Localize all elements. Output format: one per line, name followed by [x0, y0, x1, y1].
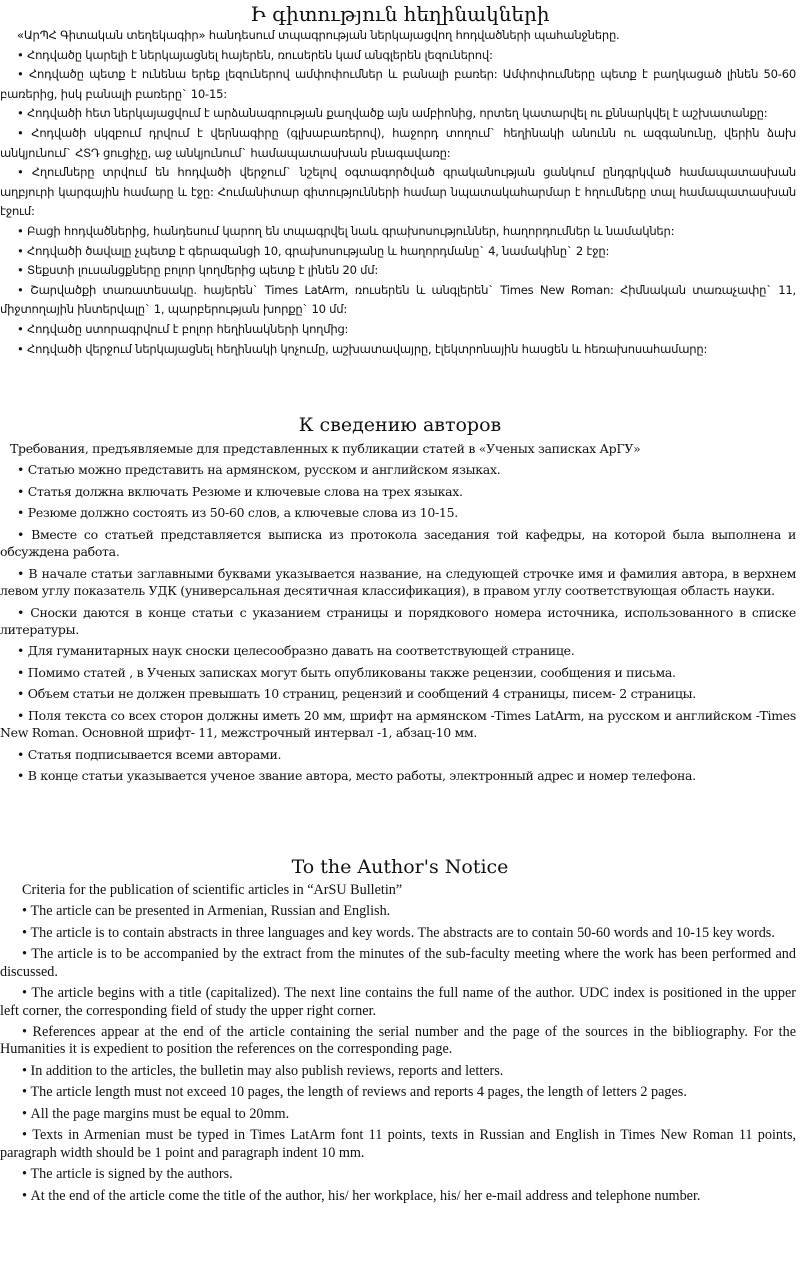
- bullet-icon: [17, 67, 29, 81]
- armenian-intro: «ԱրՊՀ Գիտական տեղեկագիր» հանդեսում տպագրության ներկայացվող հոդվածների պահանջները.: [17, 28, 620, 42]
- english-item-text: The article is signed by the authors.: [30, 1166, 233, 1183]
- bullet-icon: [17, 484, 28, 499]
- armenian-item-text: Բացի հոդվածներից, հանդեսում կարող են տպագրվել նաև գրախոսություններ, հաղորդումներ և նամակներ:: [27, 223, 675, 238]
- english-item: [0, 1024, 800, 1059]
- armenian-item-text: Հոդվածը կարելի է ներկայացնել հայերեն, ռուսերեն կամ անգլերեն լեզուներով:: [27, 47, 493, 62]
- english-item-text: The article length must not exceed 10 pages, the length of reviews and reports 4 pages, the length of letters 2 pages.: [30, 1084, 687, 1101]
- russian-item-text: Резюме должно состоять из 50-60 слов, а ключевые слова из 10-15.: [27, 505, 458, 521]
- bullet-icon: [22, 925, 31, 941]
- russian-item: [0, 642, 800, 659]
- bullet-icon: [17, 505, 28, 520]
- armenian-item: [0, 242, 800, 262]
- english-item: [0, 1188, 800, 1205]
- russian-item: [0, 664, 800, 681]
- bullet-icon: [17, 686, 28, 701]
- bullet-icon: [17, 263, 27, 277]
- russian-item: [0, 746, 800, 763]
- armenian-item-text: Շարվածքի տառատեսակը. հայերեն` Times LatArm, ռուսերեն և անգլերեն` Times New Roman: Հիմնական տառաչափը` 11, միջտողային ինտերվալը` 1, պարբերության խորքը` 10 մմ:: [0, 282, 796, 317]
- bullet-icon: [22, 946, 31, 962]
- russian-item-text: Статью можно представить на армянском, русском и английском языках.: [27, 462, 501, 478]
- russian-intro: Требования, предъявляемые для представленных к публикации статей в «Ученых записках АрГУ»: [10, 441, 641, 456]
- russian-item-text: В конце статьи указывается ученое звание автора, место работы, электронный адрес и номер телефона.: [27, 768, 696, 783]
- bullet-icon: [17, 224, 27, 238]
- bullet-icon: [17, 322, 27, 336]
- russian-item: [0, 604, 800, 639]
- russian-notice-section: [0, 410, 800, 788]
- bullet-icon: [17, 665, 28, 680]
- bullet-icon: [17, 48, 27, 62]
- english-item-text: At the end of the article come the title of the author, his/ her workplace, his/ her e-mail address and telephone number.: [30, 1187, 701, 1204]
- armenian-item: [0, 340, 800, 360]
- armenian-item-text: Հղումները տրվում են հոդվածի վերջում` նշելով օգտագործված գրականության ցանկում ընդգրկված համապատասխան աղբյուրի կարգային համարը և էջը: Հումանիտար գիտությունների համար նպատակահարմար է հղումները տալ համապատասխան էջում:: [0, 165, 796, 219]
- russian-item: [0, 707, 800, 742]
- armenian-item-text: Հոդվածը ստորագրվում է բոլոր հեղինակների կողմից:: [27, 321, 349, 336]
- armenian-item: [0, 104, 800, 124]
- russian-item: [0, 483, 800, 500]
- armenian-notice-section: [0, 2, 800, 359]
- russian-item-text: Поля текста со всех сторон должны иметь 20 мм, шрифт на армянском -Times LatArm, на русском и английском -Times New Roman. Основной шрифт- 11, межстрочный интервал -1, абзац-10 мм.: [0, 707, 796, 741]
- english-item: [0, 1166, 800, 1183]
- bullet-icon: [22, 1188, 31, 1204]
- bullet-icon: [17, 747, 28, 762]
- russian-item: [0, 767, 800, 784]
- armenian-item-text: Հոդվածի ծավալը չպետք է գերազանցի 10, գրախոսությանը և հաղորդմանը` 4, նամակինը` 2 էջը:: [27, 243, 610, 258]
- armenian-title: Ի գիտություն հեղինակների: [250, 2, 550, 26]
- bullet-icon: [22, 1127, 32, 1143]
- english-item-text: The article is to contain abstracts in three languages and key words. The abstracts are to contain 50-60 words and 10-15 key words.: [30, 924, 775, 941]
- english-item-text: References appear at the end of the article containing the serial number and the page of the sources in the bibliography. For the Humanities it is expedient to position the references on the corresponding page.: [0, 1024, 796, 1058]
- english-item: [0, 1084, 800, 1101]
- armenian-item: [0, 163, 800, 222]
- english-item: [0, 1063, 800, 1080]
- russian-title: К сведению авторов: [298, 414, 502, 436]
- bullet-icon: [17, 244, 27, 258]
- bullet-icon: [22, 1024, 33, 1040]
- english-notice-section: [0, 852, 800, 1209]
- russian-item: [0, 565, 800, 600]
- english-item-text: All the page margins must be equal to 20mm.: [30, 1105, 290, 1122]
- armenian-item: [0, 320, 800, 340]
- bullet-icon: [22, 1166, 31, 1182]
- bullet-icon: [17, 165, 32, 179]
- armenian-item: [0, 281, 800, 320]
- armenian-item: [0, 222, 800, 242]
- bullet-icon: [22, 985, 31, 1001]
- english-item: [0, 946, 800, 981]
- armenian-item-text: Տեքստի լուսանցքները բոլոր կողմերից պետք է լինեն 20 մմ:: [27, 263, 379, 278]
- russian-item-text: Вместе со статьей представляется выписка из протокола заседания той кафедры, на которой была выполнена и обсуждена работа.: [0, 526, 797, 560]
- english-item-text: The article can be presented in Armenian, Russian and English.: [30, 903, 391, 920]
- russian-item-text: Статья подписывается всеми авторами.: [27, 746, 282, 762]
- bullet-icon: [17, 708, 28, 723]
- armenian-item-text: Հոդվածի հետ ներկայացվում է արձանագրության քաղվածք այն ամբիոնից, որտեղ կատարվել ու քննարկվել է աշխատանքը:: [27, 106, 768, 121]
- english-item: [0, 1127, 800, 1162]
- armenian-item: [0, 261, 800, 281]
- russian-item-text: В начале статьи заглавными буквами указывается название, на следующей строчке имя и фамилия автора, в верхнем левом углу показатель УДК (универсальная десятичная классификация), в правом углу соответствующая область науки.: [0, 565, 796, 599]
- bullet-icon: [22, 1106, 31, 1122]
- bullet-icon: [17, 605, 30, 620]
- bullet-icon: [22, 903, 31, 919]
- russian-item-text: Для гуманитарных наук сноски целесообразно давать на соответствующей странице.: [27, 643, 575, 659]
- bullet-icon: [17, 566, 28, 581]
- english-item: [0, 903, 800, 920]
- russian-item: [0, 526, 800, 561]
- armenian-item: [0, 65, 800, 104]
- russian-item-text: Помимо статей , в Ученых записках могут быть опубликованы также рецензии, сообщения и письма.: [27, 664, 676, 680]
- armenian-item-text: Հոդվածի վերջում ներկայացնել հեղինակի կոչումը, աշխատավայրը, էլեկտրոնային հասցեն և հեռախոսահամարը:: [27, 341, 708, 356]
- russian-item: [0, 685, 800, 702]
- bullet-icon: [17, 126, 31, 140]
- english-item: [0, 1106, 800, 1123]
- bullet-icon: [17, 643, 28, 658]
- bullet-icon: [17, 106, 27, 120]
- armenian-item-text: Հոդվածը պետք է ունենա երեք լեզուներով ամփոփումներ և բանալի բառեր: Ամփոփումները պետք է բաղկացած լինեն 50-60 բառերից, իսկ բանալի բառերը` 10-15:: [0, 67, 796, 101]
- bullet-icon: [17, 527, 31, 542]
- english-item-text: The article begins with a title (capitalized). The next line contains the full name of the author. UDC index is positioned in the upper left corner, the corresponding field of study the upper right corner.: [0, 985, 797, 1019]
- english-title: To the Author's Notice: [291, 856, 509, 878]
- russian-item: [0, 504, 800, 521]
- armenian-item: [0, 124, 800, 163]
- english-intro: Criteria for the publication of scientific articles in “ArSU Bulletin”: [22, 882, 403, 898]
- english-item-text: Texts in Armenian must be typed in Times LatArm font 11 points, texts in Russian and English in Times New Roman 11 points, paragraph width should be 1 point and paragraph indent 10 mm.: [0, 1127, 797, 1161]
- russian-item-text: Сноски даются в конце статьи с указанием страницы и порядкового номера источника, использованного в списке литературы.: [0, 604, 797, 637]
- armenian-item-text: Հոդվածի սկզբում դրվում է վերնագիրը (գլխաբառերով), հաջորդ տողում` հեղինակի անունն ու ազգանունը, վերին ձախ անկյունում` ՀՏԴ ցուցիչը, աջ անկյունում` համապատասխան բնագավառը:: [0, 125, 796, 160]
- russian-item: [0, 461, 800, 478]
- english-item-text: The article is to be accompanied by the extract from the minutes of the sub-faculty meeting where the work has been performed and discussed.: [0, 946, 796, 980]
- bullet-icon: [22, 1063, 31, 1079]
- russian-item-text: Объем статьи не должен превышать 10 страниц, рецензий и сообщений 4 страницы, писем- 2 страницы.: [27, 686, 696, 702]
- bullet-icon: [17, 283, 30, 297]
- bullet-icon: [17, 768, 28, 783]
- russian-item-text: Статья должна включать Резюме и ключевые слова на трех языках.: [27, 483, 463, 499]
- armenian-item: [0, 46, 800, 66]
- bullet-icon: [17, 342, 27, 356]
- bullet-icon: [17, 462, 28, 477]
- bullet-icon: [22, 1084, 31, 1100]
- english-item: [0, 985, 800, 1020]
- english-item: [0, 925, 800, 942]
- english-item-text: In addition to the articles, the bulletin may also publish reviews, reports and letters.: [30, 1062, 504, 1079]
